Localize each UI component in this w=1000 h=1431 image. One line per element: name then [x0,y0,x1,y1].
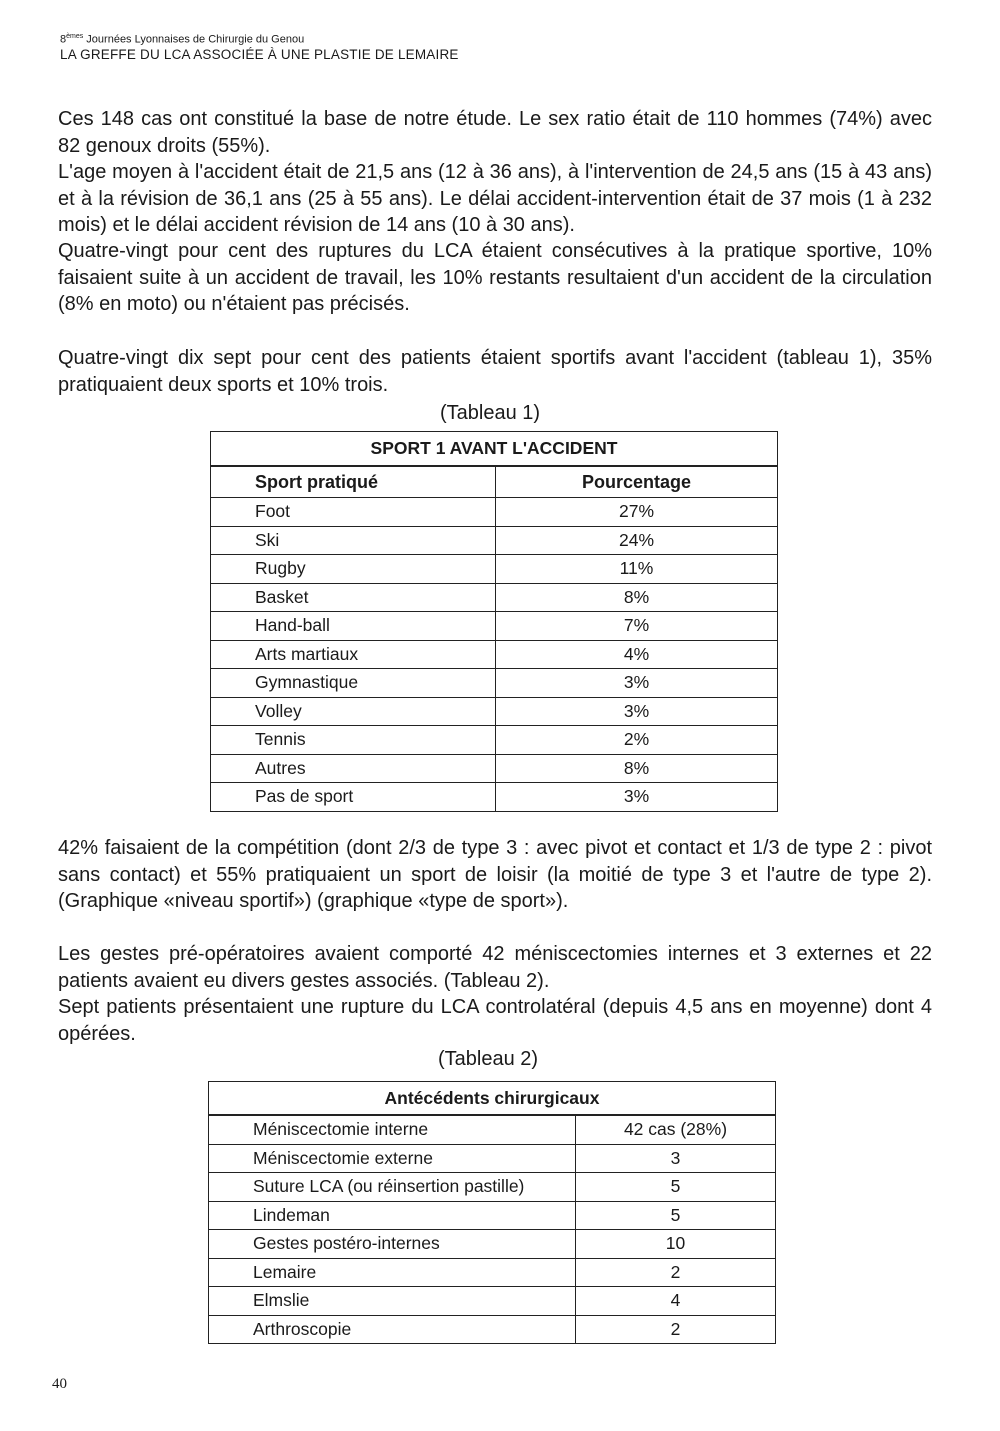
table1-sport-cell: Rugby [211,555,496,584]
table-row [211,498,778,527]
table2-value-cell: 5 [576,1201,776,1230]
table2-value-cell: 42 cas (28%) [576,1115,776,1144]
table2-label-cell: Méniscectomie interne [209,1115,576,1144]
table1-percent-cell: 4% [496,640,778,669]
table-row [209,1201,776,1230]
table1-sport-cell: Pas de sport [211,783,496,812]
table1-header-pourcentage: Pourcentage [496,466,778,498]
table-row [209,1230,776,1259]
table2-value-cell: 2 [576,1258,776,1287]
table-row [211,583,778,612]
table1-header-sport: Sport pratiqué [211,466,496,498]
table2-value-cell: 5 [576,1173,776,1202]
running-header [60,30,459,63]
table-row [209,1173,776,1202]
table1-percent-cell: 8% [496,754,778,783]
table1-sport-cell: Hand-ball [211,612,496,641]
table2-label-cell: Méniscectomie externe [209,1144,576,1173]
table1-sport-cell: Ski [211,526,496,555]
paragraph-causes: Quatre-vingt pour cent des ruptures du LCA étaient consécutives à la pratique sportive, 10% faisaient suite à un accident de travail, les 10% restants resultaient d'un accident de la circulation (8% en moto) ou n'étaient pas précisés. [58,240,932,315]
header-conference: 8èmes Journées Lyonnaises de Chirurgie du Genou [60,33,305,46]
paragraph-controlateral: Sept patients présentaient une rupture du LCA controlatéral (depuis 4,5 ans en moyenne) dont 4 opérées. [58,996,932,1045]
table1-title: SPORT 1 AVANT L'ACCIDENT [211,432,778,467]
table-row [211,697,778,726]
table2-label-cell: Gestes postéro-internes [209,1230,576,1259]
table1-sport-cell: Arts martiaux [211,640,496,669]
table-row [211,640,778,669]
table2-value-cell: 10 [576,1230,776,1259]
table2-label-cell: Suture LCA (ou réinsertion pastille) [209,1173,576,1202]
table2-caption: (Tableau 2) [438,1048,539,1070]
table-row [209,1315,776,1344]
table1-sport-cell: Gymnastique [211,669,496,698]
table-row [211,669,778,698]
table2-label-cell: Elmslie [209,1287,576,1316]
table1-percent-cell: 7% [496,612,778,641]
table-antecedents-chirurgicaux [208,1081,776,1344]
table2-label-cell: Lemaire [209,1258,576,1287]
table2-value-cell: 2 [576,1315,776,1344]
header-title: LA GREFFE DU LCA ASSOCIÉE À UNE PLASTIE DE LEMAIRE [60,46,459,62]
table1-percent-cell: 11% [496,555,778,584]
table1-percent-cell: 8% [496,583,778,612]
paragraph-age: L'age moyen à l'accident était de 21,5 ans (12 à 36 ans), à l'intervention de 24,5 ans (15 à 43 ans) et à la révision de 36,1 ans (25 à 55 ans). Le délai accident-intervention était de 37 mois (1 à 232 mois) et le délai accident révision de 14 ans (10 à 30 ans). [58,161,932,236]
table1-percent-cell: 24% [496,526,778,555]
page-number: 40 [52,1376,67,1392]
table1-sport-cell: Autres [211,754,496,783]
table1-percent-cell: 27% [496,498,778,527]
table-row [209,1258,776,1287]
paragraph-cases: Ces 148 cas ont constitué la base de notre étude. Le sex ratio était de 110 hommes (74%) avec 82 genoux droits (55%). [58,108,932,157]
table-row [211,754,778,783]
table-row [211,726,778,755]
table1-sport-cell: Volley [211,697,496,726]
table-row [211,526,778,555]
table2-label-cell: Arthroscopie [209,1315,576,1344]
paragraph-gestes: Les gestes pré-opératoires avaient comporté 42 méniscectomies internes et 3 externes et 22 patients avaient eu divers gestes associés. (Tableau 2). [58,943,932,992]
table2-value-cell: 3 [576,1144,776,1173]
table-row [211,555,778,584]
table-row [211,783,778,812]
table1-percent-cell: 3% [496,783,778,812]
table-row [209,1144,776,1173]
table-sport-avant-accident [210,431,778,812]
table2-value-cell: 4 [576,1287,776,1316]
paragraph-sportifs: Quatre-vingt dix sept pour cent des patients étaient sportifs avant l'accident (tableau 1), 35% pratiquaient deux sports et 10% trois. [58,347,932,396]
table1-percent-cell: 3% [496,697,778,726]
table1-sport-cell: Basket [211,583,496,612]
table1-caption: (Tableau 1) [440,402,541,424]
table2-label-cell: Lindeman [209,1201,576,1230]
table1-sport-cell: Tennis [211,726,496,755]
table1-percent-cell: 3% [496,669,778,698]
table-row [211,612,778,641]
table1-percent-cell: 2% [496,726,778,755]
paragraph-competition: 42% faisaient de la compétition (dont 2/3 de type 3 : avec pivot et contact et 1/3 de type 2 : pivot sans contact) et 55% pratiquaient un sport de loisir (la moitié de type 3 et l'autre de type 2). (Graphique «niveau sportif») (graphique «type de sport»). [58,837,932,912]
table2-title: Antécédents chirurgicaux [209,1082,776,1116]
table-row [209,1115,776,1144]
table1-sport-cell: Foot [211,498,496,527]
table-row [209,1287,776,1316]
